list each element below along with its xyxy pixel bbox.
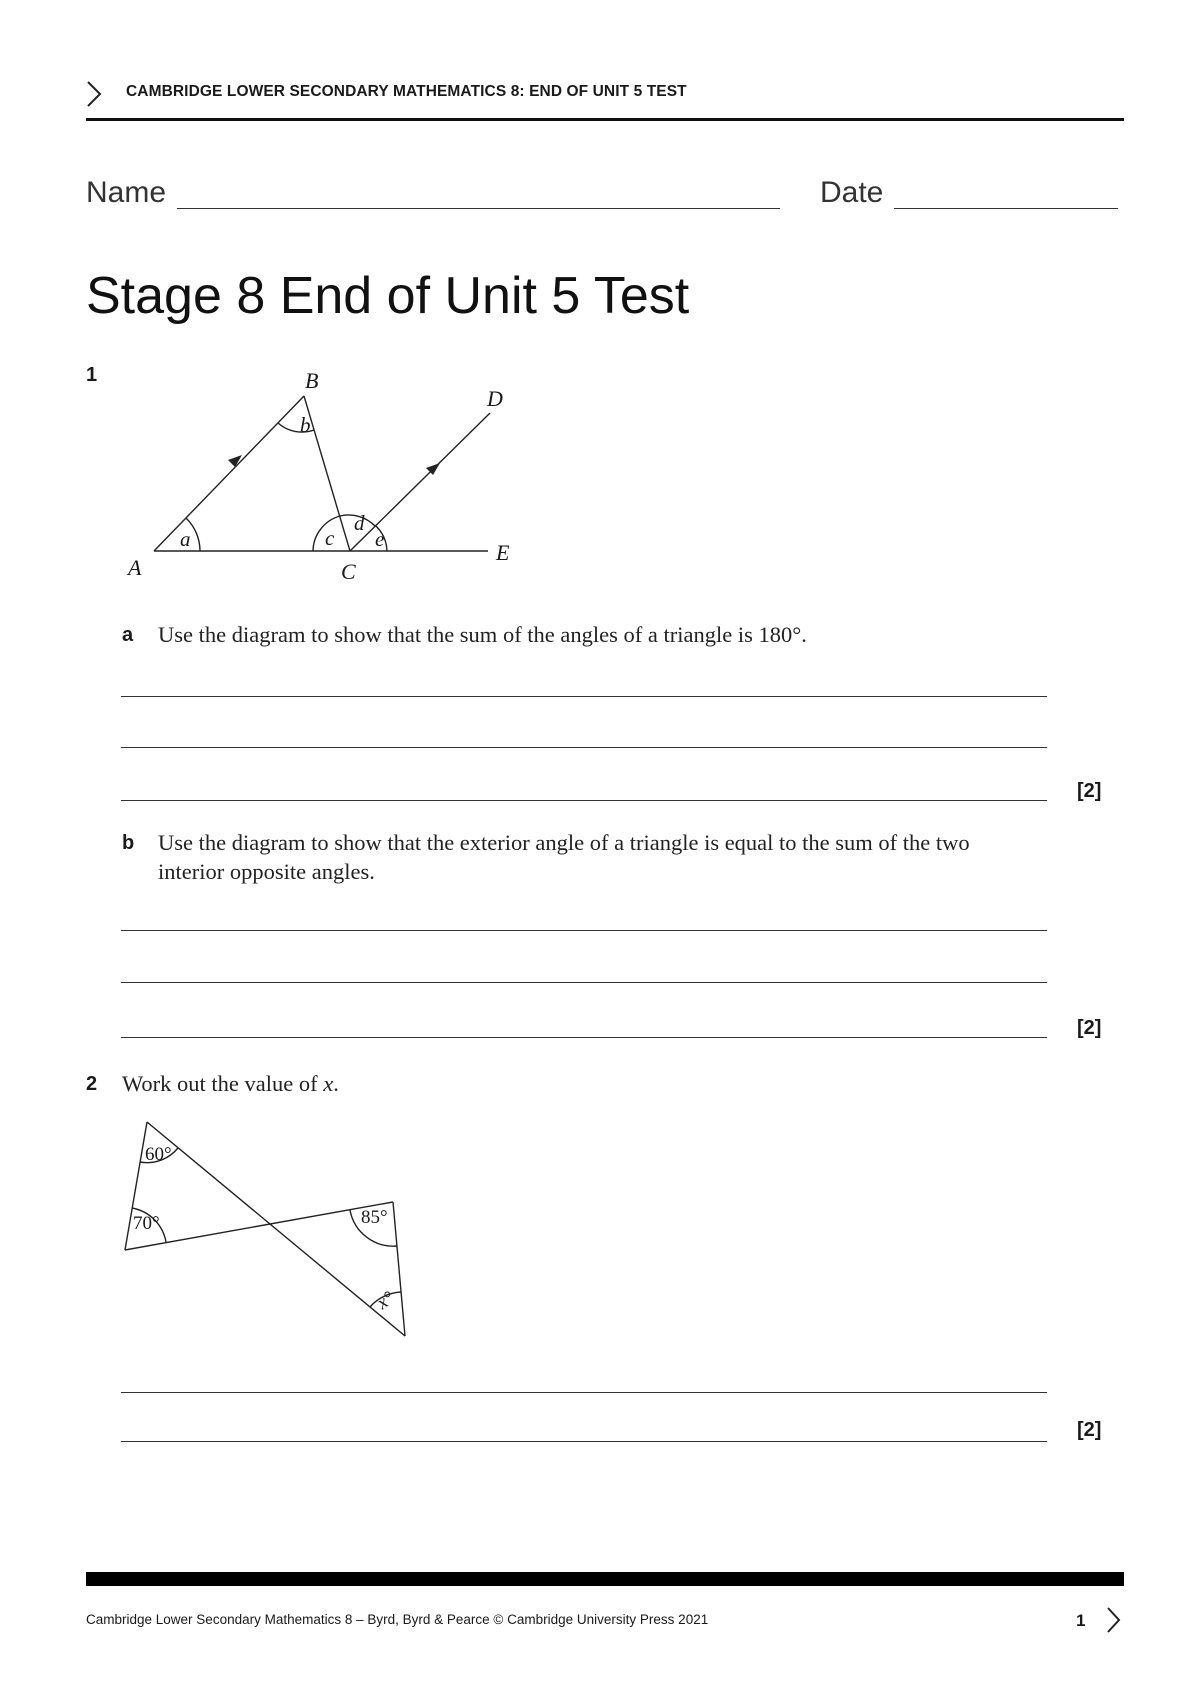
- marks-label: [2]: [1077, 780, 1102, 802]
- answer-line[interactable]: [121, 930, 1047, 931]
- point-d-label: D: [487, 386, 503, 411]
- answer-line[interactable]: [121, 1037, 1047, 1038]
- marks-label: [2]: [1077, 1017, 1102, 1039]
- answer-line[interactable]: [121, 982, 1047, 983]
- question-2-number: 2: [86, 1073, 98, 1095]
- date-field[interactable]: [894, 208, 1118, 209]
- point-b-label: B: [305, 368, 319, 393]
- answer-line[interactable]: [121, 696, 1047, 697]
- part-a-text: Use the diagram to show that the sum of the angles of a triangle is 180°.: [158, 622, 807, 647]
- angle-c-label: c: [325, 526, 335, 550]
- page-number: 1: [1076, 1611, 1086, 1630]
- page-title: Stage 8 End of Unit 5 Test: [86, 267, 690, 325]
- footer-bar: [86, 1572, 1124, 1586]
- point-e-label: E: [496, 540, 510, 565]
- chevron-right-icon: [84, 80, 104, 108]
- angle-b-label: b: [300, 413, 311, 437]
- name-field[interactable]: [177, 208, 780, 209]
- header-rule: [86, 118, 1124, 121]
- answer-line[interactable]: [121, 800, 1047, 801]
- answer-line[interactable]: [121, 1441, 1047, 1442]
- chevron-right-icon: [1104, 1606, 1122, 1634]
- point-c-label: C: [341, 559, 356, 584]
- answer-line[interactable]: [121, 1392, 1047, 1393]
- header-title: CAMBRIDGE LOWER SECONDARY MATHEMATICS 8: END OF UNIT 5 TEST: [126, 83, 687, 100]
- part-a-label: a: [122, 624, 134, 646]
- marks-label: [2]: [1077, 1419, 1102, 1441]
- point-a-label: A: [128, 555, 142, 580]
- footer-text: Cambridge Lower Secondary Mathematics 8 – Byrd, Byrd & Pearce © Cambridge University Press 2021: [86, 1612, 709, 1627]
- angle-60-label: 60°: [145, 1144, 172, 1165]
- angle-85-label: 85°: [361, 1207, 388, 1228]
- angle-70-label: 70°: [133, 1213, 160, 1234]
- angle-d-label: d: [354, 511, 365, 535]
- part-b-label: b: [122, 832, 135, 854]
- triangle-diagram: [110, 355, 540, 590]
- answer-line[interactable]: [121, 747, 1047, 748]
- angle-e-label: e: [375, 527, 385, 551]
- question-2-text: Work out the value of x.: [122, 1071, 339, 1096]
- part-b-text: Use the diagram to show that the exterior angle of a triangle is equal to the sum of the two interior opposite angles.: [158, 830, 970, 884]
- name-label: Name: [86, 176, 167, 209]
- question-1-number: 1: [86, 364, 98, 386]
- date-label: Date: [820, 176, 884, 209]
- angle-x-label: x°: [373, 1287, 399, 1314]
- angle-a-label: a: [180, 527, 191, 551]
